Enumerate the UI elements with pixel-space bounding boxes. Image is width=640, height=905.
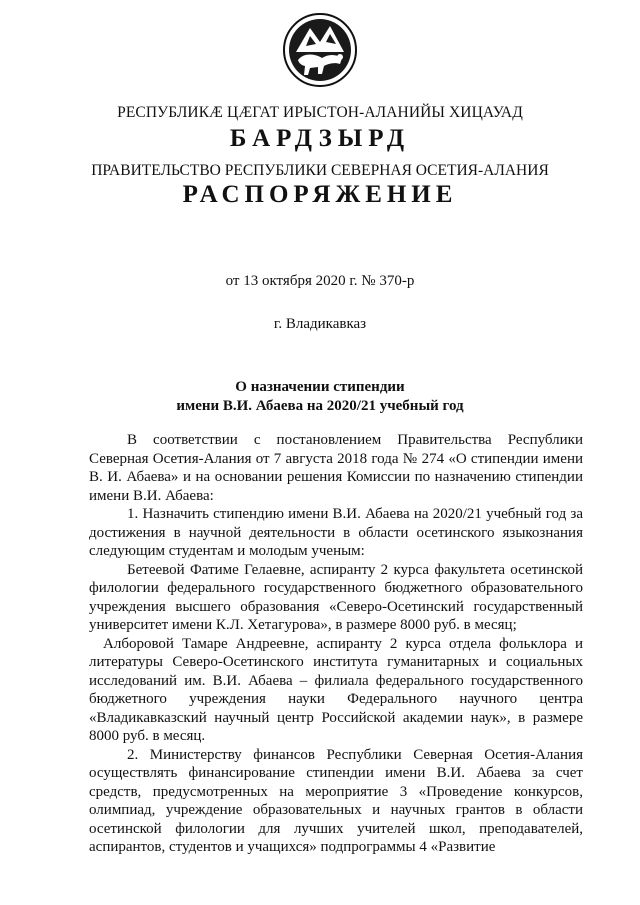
subject-line-1: О назначении стипендии: [235, 379, 405, 395]
intro-paragraph: В соответствии с постановлением Правительства Республики Северная Осетия-Алания от 7 августа 2018 года № 274 «О стипендии имени В. И. Абаева» и на основании решения Комиссии по назначению стипендии имени В.И. Абаева:: [89, 432, 583, 504]
item-1-paragraph: 1. Назначить стипендию имени В.И. Абаева на 2020/21 учебный год за достижения в научной деятельности в области осетинского языкознания следующим студентам и молодым ученым:: [89, 506, 583, 559]
ossetian-authority-title: РЕСПУБЛИКÆ ЦÆГАТ ИРЫСТОН-АЛАНИЙЫ ХИЦАУАД: [117, 104, 523, 121]
document-body: [89, 431, 583, 857]
recipient-2-paragraph: Алборовой Тамаре Андреевне, аспиранту 2 курса отдела фольклора и литературы Северо-Осетинского института гуманитарных и социальных исследований им. В.И. Абаева – филиала федерального государственного бюджетного учреждения науки Федерального научного центра «Владикавказский научный центр Российской академии наук», в размере 8000 руб. в месяц.: [89, 635, 583, 744]
item-2-paragraph: 2. Министерству финансов Республики Северная Осетия-Алания осуществлять финансирование стипендии имени В.И. Абаева за счет средств, предусмотренных на мероприятие 3 «Проведение конкурсов, олимпиад, учреждение образовательных и научных грантов в области осетинской филологии для лучших учителей школ, преподавателей, аспирантов, студентов и учащихся» подпрограммы 4 «Развитие: [89, 746, 583, 855]
document-date-number: от 13 октября 2020 г. № 370-р: [225, 273, 415, 289]
subject-line-2: имени В.И. Абаева на 2020/21 учебный год: [176, 398, 464, 414]
ossetian-document-type: БАРДЗЫРД: [229, 125, 411, 152]
document-city: г. Владикавказ: [273, 316, 367, 332]
russian-authority-title: ПРАВИТЕЛЬСТВО РЕСПУБЛИКИ СЕВЕРНАЯ ОСЕТИЯ-АЛАНИЯ: [91, 162, 549, 179]
russian-document-type: РАСПОРЯЖЕНИЕ: [182, 181, 458, 208]
coat-of-arms-icon: [282, 12, 358, 88]
recipient-1-paragraph: Бетеевой Фатиме Гелаевне, аспиранту 2 курса факультета осетинской филологии федерального государственного бюджетного образовательного учреждения высшего образования «Северо-Осетинский государственный университет имени К.Л. Хетагурова», в размере 8000 руб. в месяц;: [89, 561, 583, 633]
document-subject: [0, 378, 640, 416]
